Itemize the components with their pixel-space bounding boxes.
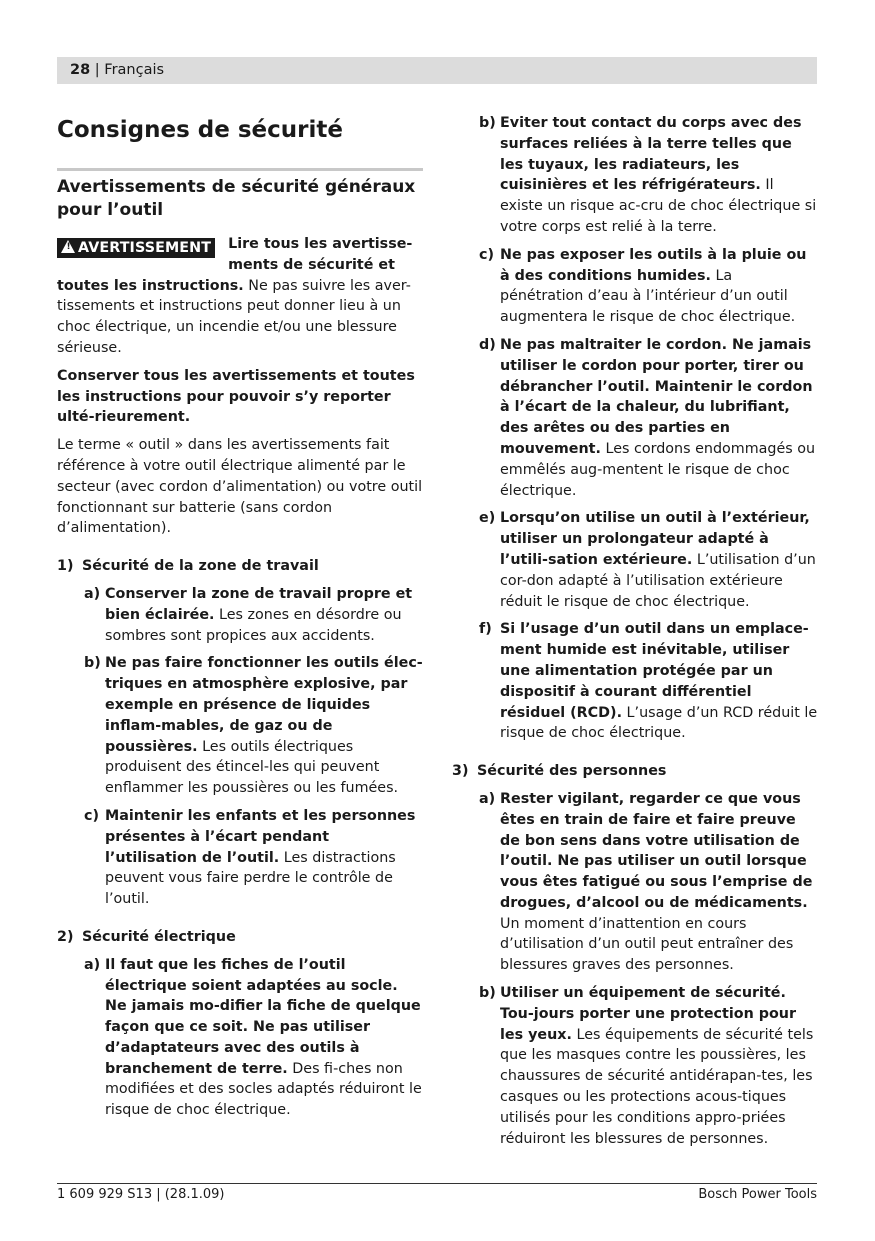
warning-badge-label: AVERTISSEMENT xyxy=(78,240,212,256)
section-2-heading: 2) Sécurité électrique xyxy=(57,928,236,945)
list-item: b) Eviter tout contact du corps avec des surfaces reliées à la terre telles que les tuyaux, les radiateurs, les cuisinières et les réfrigérateurs. Il existe un risque ac-cru de choc électrique si votre corps est relié à la terre. xyxy=(479,115,817,235)
section-heading: Avertissements de sécurité généraux pour l’outil xyxy=(57,177,416,220)
footer-document-id: 1 609 929 S13 | (28.1.09) xyxy=(57,1187,225,1202)
left-column xyxy=(57,112,423,1121)
section-1-heading: 1) Sécurité de la zone de travail xyxy=(57,558,319,575)
warning-badge xyxy=(57,238,215,258)
header-separator: | xyxy=(94,62,100,78)
list-item: e) Lorsqu’on utilise un outil à l’extérieur, utiliser un prolongateur adapté à l’utili-sation extérieure. L’utilisation d’un cor-don adapté à l’utilisation extérieure réduit le risque de choc électrique. xyxy=(479,510,816,610)
page-title: Consignes de sécurité xyxy=(57,117,343,143)
right-column xyxy=(452,112,818,1149)
list-item: a) Il faut que les fiches de l’outil électrique soient adaptées au socle. Ne jamais mo-difier la fiche de quelque façon que ce soit. Ne pas utiliser d’adaptateurs avec des outils à branchement de terre. Des fi-ches non modifiées et des socles adaptés réduiront le risque de choc électrique. xyxy=(84,956,422,1119)
list-item: b) Utiliser un équipement de sécurité. Tou-jours porter une protection pour les yeux. Les équipements de sécurité tels que les masques contre les poussières, les chaussures de sécurité antidérapan-tes, les casques ou les protections acous-tiques utilisés pour les conditions appro-priées réduiront les blessures de personnes. xyxy=(479,985,814,1147)
list-item: f) Si l’usage d’un outil dans un emplace-ment humide est inévitable, utiliser une alimentation protégée par un dispositif à courant différentiel résiduel (RCD). L’usage d’un RCD réduit le risque de choc électrique. xyxy=(479,621,818,742)
list-item: b) Ne pas faire fonctionner les outils élec-triques en atmosphère explosive, par exemple en présence de liquides inflam-mables, de gaz ou de poussières. Les outils électriques produisent des étincel-les qui peuvent enflammer les poussières ou les fumées. xyxy=(84,655,423,797)
footer-brand: Bosch Power Tools xyxy=(698,1187,817,1202)
list-item: c) Maintenir les enfants et les personnes présentes à l’écart pendant l’utilisation de l’outil. Les distractions peuvent vous faire perdre le contrôle de l’outil. xyxy=(84,807,416,908)
keep-instructions: Conserver tous les avertissements et toutes les instructions pour pouvoir s’y reporter ulté-rieurement. xyxy=(57,367,415,426)
list-item: d) Ne pas maltraiter le cordon. Ne jamais utiliser le cordon pour porter, tirer ou débrancher l’outil. Maintenir le cordon à l’écart de la chaleur, du lubrifiant, des arêtes ou des parties en mouvement. Les cordons endommagés ou emmêlés aug-mentent le risque de choc électrique. xyxy=(479,336,816,499)
warning-bold-text: Lire tous les avertisse-ments de sécurité et toutes les instructions. xyxy=(57,236,413,294)
page-number: 28 xyxy=(70,62,91,78)
header-bar xyxy=(57,57,817,84)
section-3-heading: 3) Sécurité des personnes xyxy=(452,763,667,780)
list-item: c) Ne pas exposer les outils à la pluie ou à des conditions humides. La pénétration d’eau à l’intérieur d’un outil augmentera le risque de choc électrique. xyxy=(479,246,807,326)
warning-text: Ne pas suivre les aver-tissements et instructions peut donner lieu à un choc électrique, un incendie et/ou une blessure sérieuse. xyxy=(57,277,411,356)
list-item: a) Conserver la zone de travail propre et bien éclairée. Les zones en désordre ou sombres sont propices aux accidents. xyxy=(84,585,413,644)
warning-paragraph xyxy=(57,234,423,359)
warning-triangle-icon: ! xyxy=(61,240,75,253)
title-divider xyxy=(57,168,423,171)
footer-divider xyxy=(57,1183,817,1184)
list-item: a) Rester vigilant, regarder ce que vous êtes en train de faire et faire preuve de bon sens dans votre utilisation de l’outil. Ne pas utiliser un outil lorsque vous êtes fatigué ou sous l’emprise de drogues, d’alcool ou de médicaments. Un moment d’inattention en cours d’utilisation d’un outil peut entraîner des blessures graves des personnes. xyxy=(479,790,813,974)
term-note: Le terme « outil » dans les avertissements fait référence à votre outil électrique alimenté par le secteur (avec cordon d’alimentation) ou votre outil fonctionnant sur batterie (sans cordon d’alimentation). xyxy=(57,437,423,537)
page-header xyxy=(70,61,164,79)
header-language: Français xyxy=(104,62,165,78)
